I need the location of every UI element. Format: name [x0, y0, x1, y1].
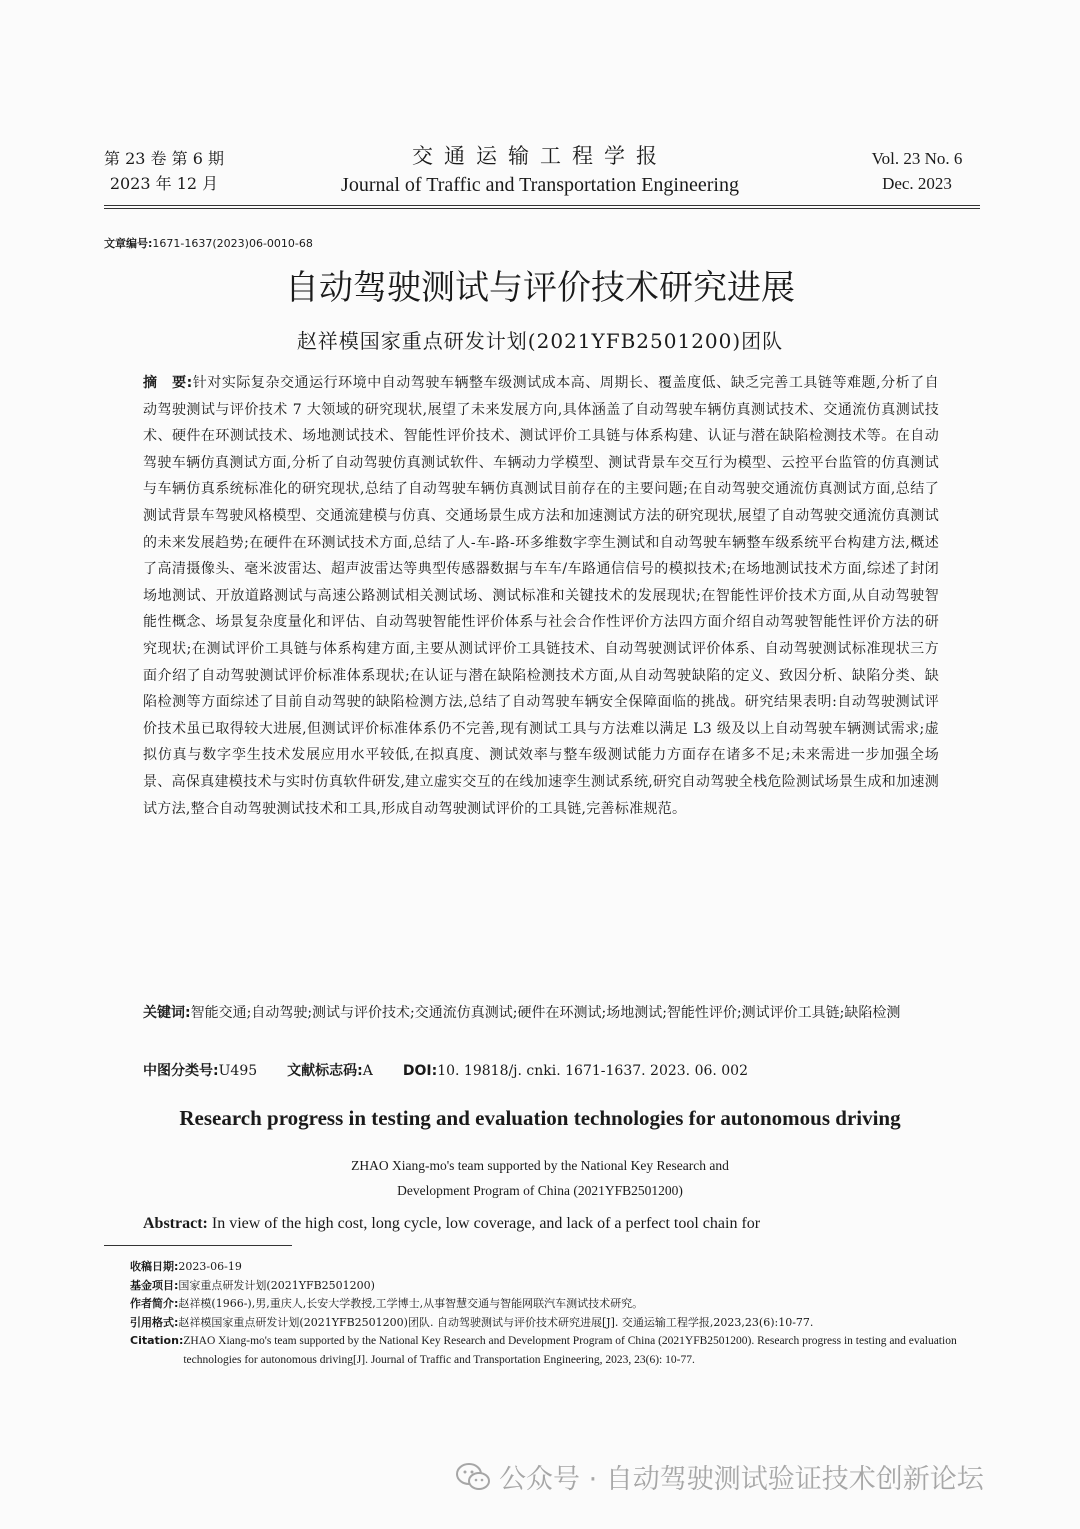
footnote-received — [130, 1258, 980, 1277]
abstract-label: 摘 要: — [143, 375, 193, 391]
fund-label: 基金项目: — [130, 1278, 179, 1292]
english-abstract — [143, 1215, 939, 1233]
clc-value: U495 — [218, 1063, 258, 1079]
footnote-cite-cn — [130, 1314, 980, 1333]
journal-name-en: Journal of Traffic and Transportation Engineering — [341, 174, 739, 196]
doi-value: 10. 19818/j. cnki. 1671-1637. 2023. 06. 002 — [437, 1063, 749, 1079]
english-authors — [0, 1153, 1080, 1203]
doc-code-label: 文献标志码: — [287, 1063, 363, 1079]
header-volume-en — [852, 146, 982, 196]
journal-name-cn: 交通运输工程学报 — [412, 144, 668, 168]
cite-cn-value: 赵祥模国家重点研发计划(2021YFB2501200)团队. 自动驾驶测试与评价技术研究进展[J]. 交通运输工程学报,2023,23(6):10-77. — [178, 1315, 814, 1329]
cite-en-label: Citation: — [130, 1334, 184, 1348]
keywords-text: 智能交通;自动驾驶;测试与评价技术;交通流仿真测试;硬件在环测试;场地测试;智能性评价;测试评价工具链;缺陷检测 — [190, 1005, 901, 1021]
article-number — [104, 235, 313, 251]
footnote-cite-en — [130, 1332, 980, 1369]
author-bio-label: 作者简介: — [130, 1297, 179, 1311]
journal-name — [290, 142, 790, 200]
footnotes — [130, 1258, 980, 1370]
wechat-icon — [455, 1462, 491, 1492]
classification-line — [143, 1058, 939, 1084]
paper-authors: 赵祥模国家重点研发计划(2021YFB2501200)团队 — [296, 329, 784, 353]
english-authors-line1: ZHAO Xiang-mo's team supported by the National Key Research and — [351, 1158, 729, 1173]
paper-title: 自动驾驶测试与评价技术研究进展 — [285, 268, 795, 308]
watermark — [455, 1457, 984, 1496]
header-rule — [104, 205, 980, 206]
author-bio-value: 赵祥模(1966-),男,重庆人,长安大学教授,工学博士,从事智慧交通与智能网联汽车测试技术研究。 — [178, 1297, 644, 1311]
cite-en-value: ZHAO Xiang-mo's team supported by the National Key Research and Development Program of China (2021YFB2501200). Research progress in testing and evaluation technologies for autonomous driving[J]. Journal of Traffic and Transportation Engineering, 2023, 23(6): 10-77. — [183, 1335, 957, 1366]
footnote-fund — [130, 1277, 980, 1296]
footnote-rule — [104, 1245, 292, 1246]
received-value: 2023-06-19 — [178, 1260, 242, 1273]
article-number-value: 1671-1637(2023)06-0010-68 — [152, 237, 313, 250]
cite-cn-label: 引用格式: — [130, 1315, 179, 1329]
english-title: Research progress in testing and evaluation technologies for autonomous driving — [179, 1106, 901, 1130]
volume-issue-cn: 第 23 卷 第 6 期 — [104, 149, 224, 168]
abstract-text: 针对实际复杂交通运行环境中自动驾驶车辆整车级测试成本高、周期长、覆盖度低、缺乏完善工具链等难题,分析了自动驾驶测试与评价技术 7 大领域的研究现状,展望了未来发展方向,具体涵盖了自动驾驶车辆仿真测试技术、交通流仿真测试技术、硬件在环测试技术、场地测试技术、智能性评价技术、测试评价工具链与体系构建、认证与潜在缺陷检测技术等。在自动驾驶车辆仿真测试方面,分析了自动驾驶仿真测试软件、车辆动力学模型、测试背景车交互行为模型、云控平台监管的仿真测试与车辆仿真系统标准化的研究现状,总结了自动驾驶车辆仿真测试目前存在的主要问题;在自动驾驶交通流仿真测试方面,总结了测试背景车驾驶风格模型、交通流建模与仿真、交通场景生成方法和加速测试方法的研究现状,展望了自动驾驶交通流仿真测试的未来发展趋势;在硬件在环测试技术方面,总结了人-车-路-环多维数字孪生测试和自动驾驶车辆整车级系统平台构建方法,概述了高清摄像头、毫米波雷达、超声波雷达等典型传感器数据与车车/车路通信信号的模拟技术;在场地测试技术方面,综述了封闭场地测试、开放道路测试与高速公路测试相关测试场、测试标准和关键技术的发展现状;在智能性评价技术方面,从自动驾驶智能性概念、场景复杂度量化和评估、自动驾驶智能性评价体系与社会合作性评价方法四方面介绍自动驾驶智能性评价方法的研究现状;在测试评价工具链与体系构建方面,主要从测试评价工具链技术、自动驾驶测试评价体系、自动驾驶测试标准现状三方面介绍了自动驾驶测试评价标准体系现状;在认证与潜在缺陷检测技术方面,从自动驾驶缺陷的定义、致因分析、缺陷分类、缺陷检测等方面综述了目前自动驾驶的缺陷检测方法,总结了自动驾驶车辆安全保障面临的挑战。研究结果表明:自动驾驶测试评价技术虽已取得较大进展,但测试评价标准体系仍不完善,现有测试工具与方法难以满足 L3 级及以上自动驾驶车辆测试需求;虚拟仿真与数字孪生技术发展应用水平较低,在拟真度、测试效率与整车级测试能力方面存在诸多不足;未来需进一步加强全场景、高保真建模技术与实时仿真软件研发,建立虚实交互的在线加速孪生测试系统,研究自动驾驶全栈危险测试场景生成和加速测试方法,整合自动驾驶测试技术和工具,形成自动驾驶测试评价的工具链,完善标准规范。 — [143, 375, 939, 817]
doi-label: DOI: — [402, 1063, 438, 1079]
date-cn: 2023 年 12 月 — [109, 174, 219, 193]
footnote-author — [130, 1295, 980, 1314]
date-en: Dec. 2023 — [882, 174, 952, 193]
keywords — [143, 1000, 939, 1027]
received-label: 收稿日期: — [130, 1260, 179, 1273]
doc-code-value: A — [362, 1063, 373, 1079]
volume-issue-en: Vol. 23 No. 6 — [871, 149, 963, 168]
fund-value: 国家重点研发计划(2021YFB2501200) — [178, 1278, 375, 1292]
abstract-cn — [143, 370, 939, 822]
header-rule-second — [104, 208, 980, 209]
watermark-text: 公众号 · 自动驾驶测试验证技术创新论坛 — [499, 1464, 984, 1495]
english-authors-line2: Development Program of China (2021YFB2501200) — [397, 1183, 683, 1198]
header-volume-cn — [104, 146, 224, 196]
english-abstract-text: In view of the high cost, long cycle, low coverage, and lack of a perfect tool chain for — [207, 1215, 761, 1232]
keywords-label: 关键词: — [143, 1005, 191, 1021]
article-number-label: 文章编号: — [104, 237, 153, 250]
english-abstract-label: Abstract: — [143, 1215, 208, 1232]
clc-label: 中图分类号: — [143, 1063, 219, 1079]
